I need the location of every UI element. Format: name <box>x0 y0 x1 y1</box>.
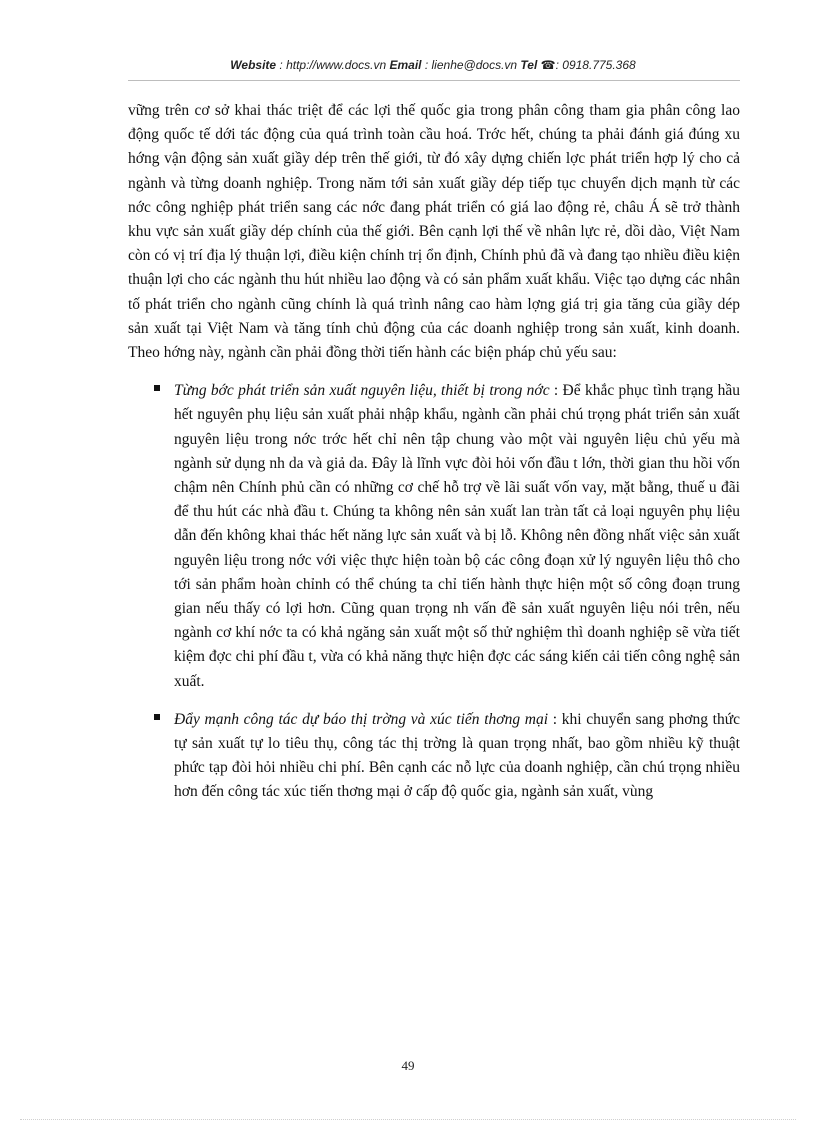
bullet-text: : khi chuyển sang phơng thức tự sản xuất tự lo tiêu thụ, công tác thị trờng là quan trọng nhất, bao gồm nhiều kỹ thuật phức tạp đòi hỏi nhiều chi phí. Bên cạnh các nỗ lực của doanh nghiệp, cần chú trọng nhiều hơn đến công tác xúc tiến thơng mại ở cấp độ quốc gia, ngành sản xuất, vùng <box>174 710 740 801</box>
page-number: 49 <box>401 1058 415 1073</box>
page-header <box>128 58 738 72</box>
square-bullet-icon <box>154 714 160 720</box>
website-url[interactable]: : http://www.docs.vn <box>279 58 387 72</box>
header-divider <box>128 80 740 81</box>
list-item <box>128 708 740 805</box>
tel-label: Tel <box>520 58 538 72</box>
email-address[interactable]: : lienhe@docs.vn <box>424 58 518 72</box>
intro-paragraph: vững trên cơ sở khai thác triệt để các lợi thế quốc gia trong phân công tham gia phân công lao động quốc tế dới tác động của quá trình toàn cầu hoá. Trớc hết, chúng ta phải đánh giá đúng xu hớng vận động sản xuất giầy dép trên thế giới, từ đó xây dựng chiến lợc phát triển hợp lý cho cả ngành và từng doanh nghiệp. Trong năm tới sản xuất giầy dép tiếp tục chuyển dịch mạnh từ các nớc công nghiệp phát triển sang các nớc đang phát triển có giá lao động rẻ, châu Á sẽ trở thành khu vực sản xuất giầy dép chính của thế giới. Bên cạnh lợi thế về nhân lực rẻ, dồi dào, Việt Nam còn có vị trí địa lý thuận lợi, điều kiện chính trị ổn định, Chính phủ đã và đang tạo nhiều điều kiện thuận lợi cho các ngành thu hút nhiều lao động và có sản phẩm xuất khẩu. Việc tạo dựng các nhân tố phát triển cho ngành cũng chính là quá trình nâng cao hàm lợng giá trị gia tăng của giầy dép sản xuất tại Việt Nam và tăng tính chủ động của các doanh nghiệp trong sản xuất, kinh doanh. Theo hớng này, ngành cần phải đồng thời tiến hành các biện pháp chủ yếu sau: <box>128 102 740 362</box>
website-label: Website <box>230 58 277 72</box>
phone-number: ☎: 0918.775.368 <box>540 58 636 72</box>
list-item <box>128 379 740 694</box>
footer-divider <box>20 1119 796 1120</box>
page-body <box>128 99 740 805</box>
measures-list <box>128 379 740 804</box>
bullet-title: Từng bớc phát triển sản xuất nguyên liệu, thiết bị trong nớc <box>174 382 550 400</box>
email-label: Email <box>389 58 422 72</box>
square-bullet-icon <box>154 385 160 391</box>
bullet-title: Đẩy mạnh công tác dự báo thị trờng và xúc tiến thơng mại <box>174 710 549 728</box>
bullet-text: : Để khắc phục tình trạng hầu hết nguyên phụ liệu sản xuất phải nhập khẩu, ngành cần phải chú trọng phát triển sản xuất nguyên liệu trong nớc trớc hết chỉ nên tập chung vào một vài nguyên liệu chủ yếu mà ngành sử dụng nh da và giả da. Đây là lĩnh vực đòi hỏi vốn đầu t lớn, thời gian thu hồi vốn chậm nên Chính phủ cần có những cơ chế hỗ trợ về lãi suất vốn vay, mặt bằng, thuế u đãi để thu hút các nhà đầu t. Chúng ta không nên sản xuất lan tràn tất cả loại nguyên phụ liệu dẫn đến không khai thác hết năng lực sản xuất và bị lỗ. Không nên đồng nhất việc sản xuất nguyên liệu trong nớc với việc thực hiện toàn bộ các công đoạn xử lý nguyên liệu thô cho tới sản phẩm hoàn chỉnh có thể chúng ta chỉ tiến hành thực hiện một số công đoạn trung gian nếu thấy có lợi hơn. Cũng quan trọng nh vấn đề sản xuất nguyên liệu nói trên, nếu ngành cơ khí nớc ta có khả ngăng sản xuất một số thử nghiệm thì doanh nghiệp sẽ vừa tiết kiệm đợc chi phí đầu t, vừa có khả năng thực hiện đợc các sáng kiến cải tiến công nghệ sản xuất. <box>174 382 741 690</box>
